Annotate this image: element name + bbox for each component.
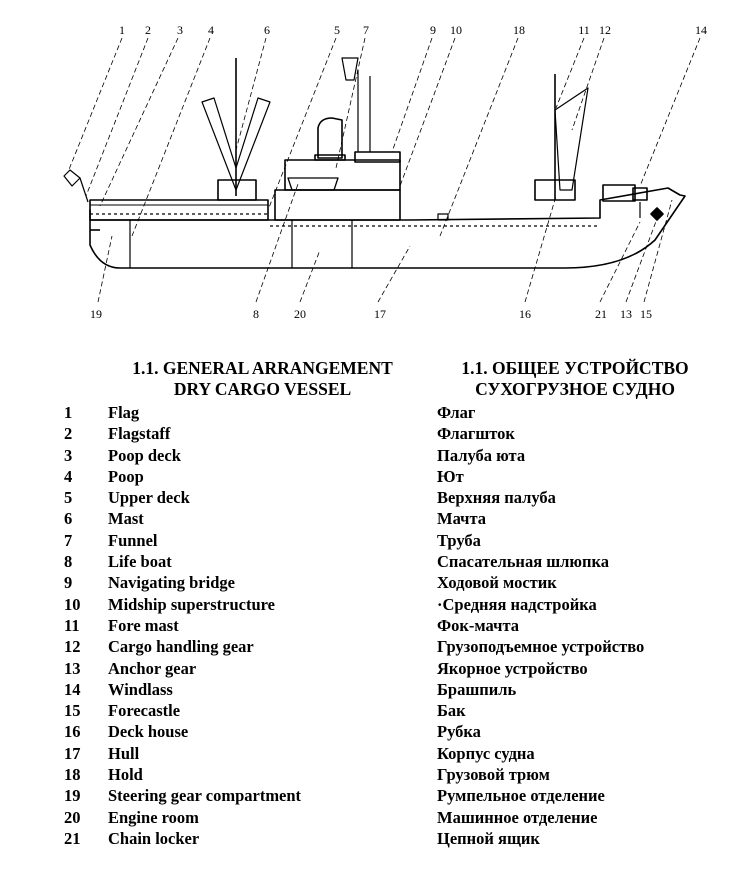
legend-term-russian: Фок-мачта (437, 615, 520, 635)
legend-row (0, 615, 735, 636)
callout-label: 10 (450, 23, 462, 37)
callout-label: 7 (363, 23, 369, 37)
legend-term-english: Midship superstructure (108, 594, 275, 614)
legend-number: 2 (64, 424, 73, 444)
callout-label: 18 (513, 23, 525, 37)
legend-number: 3 (64, 445, 73, 465)
legend-term-english: Upper deck (108, 488, 190, 508)
heading-russian-line-2: СУХОГРУЗНОЕ СУДНО (475, 379, 675, 399)
legend-row (0, 487, 735, 508)
callout-label: 6 (264, 23, 270, 37)
legend-term-english: Flag (108, 403, 140, 422)
legend-term-english: Anchor gear (108, 658, 197, 678)
legend-number: 13 (64, 658, 81, 678)
legend-row (0, 423, 735, 444)
legend-number: 5 (64, 488, 73, 508)
legend-term-russian: Грузовой трюм (437, 765, 550, 785)
legend-term-russian: Брашпиль (437, 679, 517, 699)
legend-term-russian: Флаг (437, 403, 476, 422)
callout-label: 13 (620, 307, 632, 321)
legend-term-russian: Палуба юта (437, 445, 526, 465)
legend-number: 18 (64, 765, 81, 785)
legend-term-english: Flagstaff (108, 424, 171, 444)
legend-row (0, 551, 735, 572)
legend-term-russian: Корпус судна (437, 743, 535, 763)
legend-term-english: Fore mast (108, 615, 179, 635)
legend-term-russian: Мачта (437, 509, 487, 529)
headings (0, 358, 735, 402)
legend-number: 7 (64, 530, 73, 550)
legend-term-russian: Рубка (437, 722, 481, 742)
legend-number: 12 (64, 637, 81, 657)
callout-label: 8 (253, 307, 259, 321)
legend-row (0, 721, 735, 742)
legend-number: 19 (64, 786, 81, 806)
callout-label: 5 (334, 23, 340, 37)
legend-term-english: Poop deck (108, 445, 181, 465)
legend-term-english: Engine room (108, 807, 199, 827)
legend-term-russian: Ходовой мостик (437, 573, 557, 593)
legend-term-russian: ·Средняя надстройка (437, 594, 597, 614)
legend-row (0, 445, 735, 466)
legend-term-english: Hold (108, 765, 143, 785)
legend-term-russian: Верхняя палуба (437, 488, 556, 508)
legend-term-russian: Флагшток (437, 424, 515, 444)
legend-row (0, 743, 735, 764)
callout-label: 19 (90, 307, 102, 321)
poop (90, 200, 268, 220)
legend-term-english: Steering gear compartment (108, 786, 302, 806)
legend-term-english: Hull (108, 743, 140, 763)
callout-label: 4 (208, 23, 214, 37)
heading-english-line-1: 1.1. GENERAL ARRANGEMENT (132, 358, 393, 378)
legend-row (0, 530, 735, 551)
legend-term-english: Chain locker (108, 828, 200, 848)
legend-number: 1 (64, 403, 73, 422)
heading-english (90, 358, 435, 400)
legend-row (0, 679, 735, 700)
legend-row (0, 785, 735, 806)
legend-number: 17 (64, 743, 81, 763)
legend-term-english: Life boat (108, 552, 172, 572)
legend-term-english: Cargo handling gear (108, 637, 254, 657)
legend-term-russian: Якорное устройство (437, 658, 588, 678)
legend-term-english: Funnel (108, 530, 158, 550)
legend-row (0, 807, 735, 828)
callout-label: 20 (294, 307, 306, 321)
flag (64, 170, 80, 186)
legend-number: 4 (64, 466, 73, 486)
legend-row (0, 700, 735, 721)
callout-label: 11 (578, 23, 590, 37)
legend-term-russian: Грузоподъемное устройство (437, 637, 645, 657)
callout-label: 12 (599, 23, 611, 37)
legend-term-russian: Труба (437, 530, 481, 550)
legend-term-english: Mast (108, 509, 144, 529)
legend-number: 16 (64, 722, 81, 742)
ship-diagram (0, 0, 735, 340)
legend-number: 6 (64, 509, 73, 529)
legend-row (0, 658, 735, 679)
legend-row (0, 636, 735, 657)
legend-number: 11 (64, 615, 80, 635)
legend-term-russian: Бак (437, 701, 466, 721)
legend-number: 21 (64, 828, 81, 848)
legend-term-russian: Машинное отделение (437, 807, 598, 827)
heading-english-line-2: DRY CARGO VESSEL (173, 379, 352, 399)
legend-row (0, 466, 735, 487)
callout-numbers (90, 23, 707, 321)
legend-number: 9 (64, 573, 73, 593)
legend-term-russian: Румпельное отделение (437, 786, 605, 806)
legend-number: 15 (64, 701, 81, 721)
midship-superstructure (275, 190, 400, 220)
legend-row (0, 828, 735, 849)
lifeboat (288, 178, 338, 190)
legend-term-english: Windlass (108, 679, 173, 699)
legend-row (0, 572, 735, 593)
legend-number: 20 (64, 807, 81, 827)
callout-label: 17 (374, 307, 386, 321)
callout-label: 9 (430, 23, 436, 37)
callout-label: 2 (145, 23, 151, 37)
legend-number: 8 (64, 552, 73, 572)
legend-number: 14 (64, 679, 81, 699)
legend-term-english: Poop (108, 466, 144, 486)
heading-russian-line-1: 1.1. ОБЩЕЕ УСТРОЙСТВО (461, 358, 689, 378)
legend-term-russian: Цепной ящик (437, 828, 540, 848)
heading-russian (420, 358, 730, 400)
legend-row (0, 508, 735, 529)
legend-list (0, 402, 735, 849)
flagstaff (80, 178, 88, 202)
legend-row (0, 764, 735, 785)
legend-term-english: Deck house (108, 722, 189, 742)
callout-label: 14 (695, 23, 707, 37)
callout-label: 21 (595, 307, 607, 321)
legend-term-english: Navigating bridge (108, 573, 235, 593)
legend-number: 10 (64, 594, 81, 614)
legend-term-russian: Спасательная шлюпка (437, 552, 610, 572)
callout-label: 1 (119, 23, 125, 37)
callout-label: 15 (640, 307, 652, 321)
legend-row (0, 402, 735, 423)
fore-cargo-gear (555, 88, 588, 190)
legend-term-russian: Ют (437, 466, 464, 486)
callout-label: 3 (177, 23, 183, 37)
callout-label: 16 (519, 307, 531, 321)
legend-term-english: Forecastle (108, 701, 181, 721)
legend-row (0, 594, 735, 615)
funnel (318, 118, 342, 158)
